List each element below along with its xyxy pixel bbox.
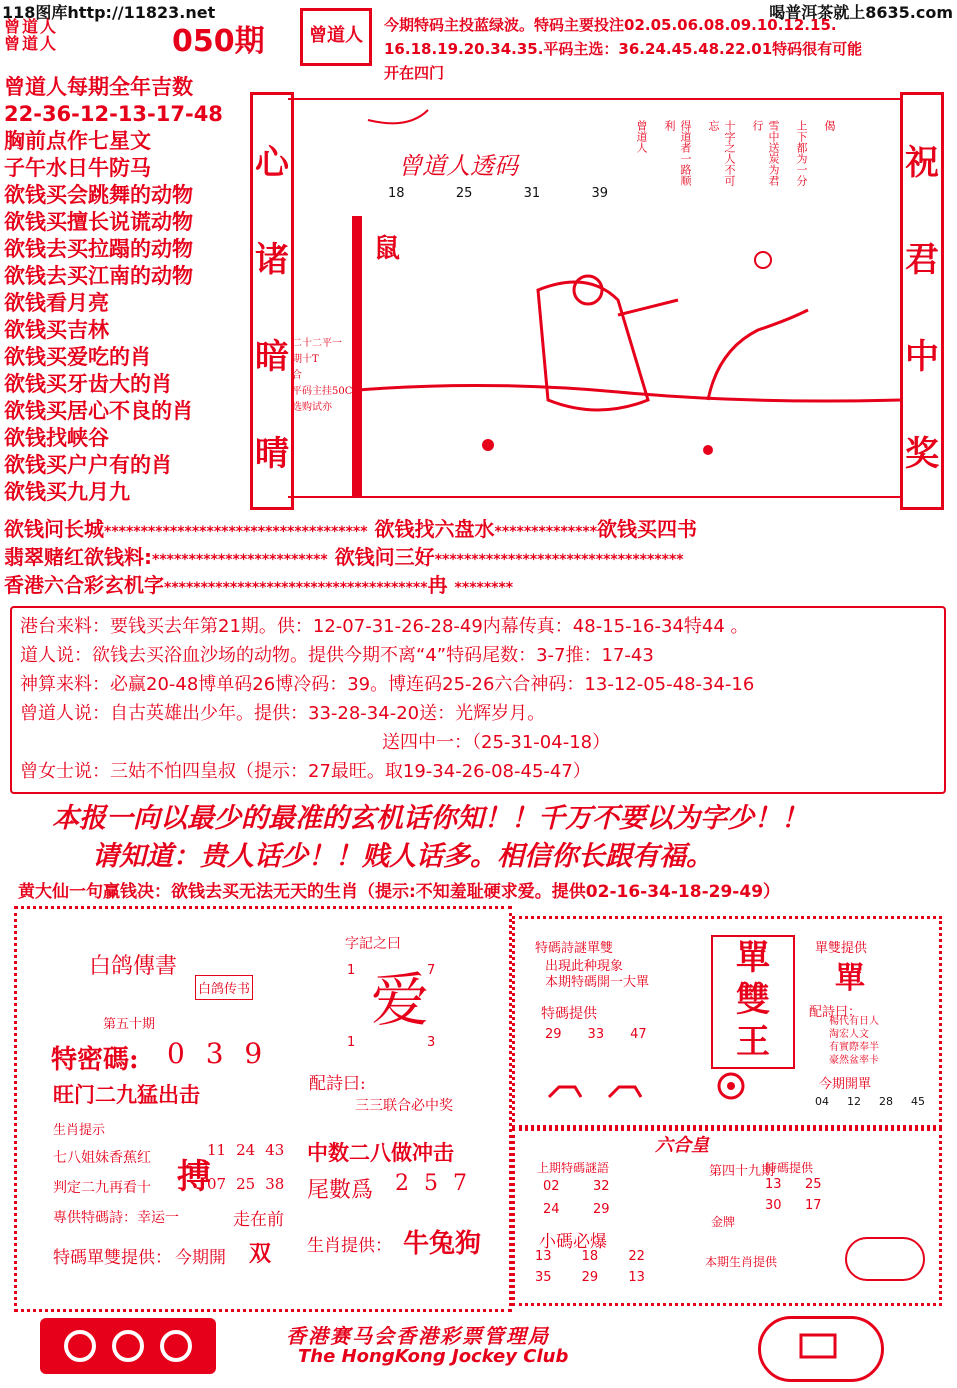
riddle-1a: 欲钱问长城 bbox=[4, 517, 104, 541]
sdk-big-box bbox=[711, 935, 795, 1069]
shk-title: 六合皇 bbox=[655, 1135, 709, 1156]
scroll-numbers bbox=[388, 186, 608, 201]
tail-label: 尾數爲 bbox=[307, 1178, 374, 1203]
riddle-2-stars-a: ************************ bbox=[152, 552, 328, 568]
info-line: 道人说：欲钱去买浴血沙场的动物。提供今期不离“4”特码尾数：3-7推：17-43 bbox=[20, 645, 654, 666]
footer-org-cn: 香港赛马会香港彩票管理局 bbox=[286, 1324, 550, 1348]
scroll-note-line: 平码主挂50C bbox=[292, 386, 353, 397]
word-num-1: 1 bbox=[347, 963, 356, 978]
single-double-result: 双 bbox=[249, 1241, 272, 1267]
sdk-poem-line: 楊代有日人 bbox=[829, 1016, 879, 1027]
info-box bbox=[10, 606, 946, 794]
notice-line3: 开在四门 bbox=[384, 64, 445, 82]
zodiac-hint-label: 生肖提示 bbox=[53, 1123, 106, 1138]
poem-label: 配詩曰: bbox=[309, 1074, 366, 1094]
single-double-value: 今期開 bbox=[175, 1248, 226, 1268]
info-line: 曾道人说：自古英雄出少年。提供：33-28-34-20送：光辉岁月。 bbox=[20, 703, 546, 724]
riddle-1c: 欲钱买四书 bbox=[597, 517, 698, 541]
flower-icon bbox=[711, 1071, 751, 1101]
num-cell: 25 bbox=[236, 1175, 256, 1193]
shk-small-num: 13 bbox=[535, 1249, 552, 1264]
shk-bottom-note: 本期生肖提供 bbox=[705, 1255, 778, 1269]
word-num-2: 7 bbox=[427, 963, 436, 978]
riddle-line3 bbox=[4, 572, 513, 602]
scroll-vertical-note: 曾道人 bbox=[635, 120, 648, 153]
shk-num: 24 bbox=[543, 1202, 560, 1217]
left-line: 欲钱去买拉蹋的动物 bbox=[4, 237, 193, 261]
shk-num: 29 bbox=[593, 1202, 610, 1217]
shk-small-num: 18 bbox=[581, 1249, 599, 1264]
scroll-right-char: 奖 bbox=[905, 434, 939, 474]
special-code-label: 特密碼: bbox=[51, 1045, 139, 1075]
scroll-number: 39 bbox=[591, 186, 608, 201]
single-double-king-panel bbox=[512, 916, 942, 1128]
scroll-right-roller bbox=[900, 92, 944, 510]
scroll-left-char: 晴 bbox=[255, 434, 289, 474]
scroll-right-char: 君 bbox=[905, 240, 939, 280]
left-line: 欲钱买吉林 bbox=[4, 318, 109, 342]
riddle-3-stars-b: ******** bbox=[454, 580, 514, 596]
sdk-poem-line: 淘宏人文 bbox=[829, 1029, 869, 1040]
brand-line2: 曾道人 bbox=[4, 34, 59, 53]
sdk-side-note: 今期開單 bbox=[819, 1077, 872, 1092]
sdk-num: 47 bbox=[630, 1027, 647, 1042]
shk-num: 32 bbox=[593, 1179, 610, 1194]
shk-emblem-icon bbox=[845, 1237, 925, 1281]
sdk-num: 33 bbox=[587, 1027, 605, 1042]
scroll-note-line: 选购试亦 bbox=[292, 402, 332, 413]
slogan-line1: 本报一向以最少的最准的玄机话你知！！千万不要以为字少！！ bbox=[52, 803, 808, 834]
word-num-3: 1 bbox=[347, 1035, 356, 1050]
notice-line2: 16.18.19.20.34.35.平码主选：36.24.45.48.22.01特码很有可能 bbox=[384, 40, 863, 58]
scroll-painting bbox=[288, 98, 900, 498]
scroll-vertical-notes bbox=[633, 120, 837, 190]
footer-org-en: The HongKong Jockey Club bbox=[298, 1346, 569, 1367]
left-line: 欲钱买牙齿大的肖 bbox=[4, 372, 172, 396]
rhyme-2: 判定二九再看十 bbox=[53, 1180, 151, 1196]
num-cell: 07 bbox=[207, 1175, 227, 1193]
scroll-note-line: 期十T bbox=[292, 354, 319, 365]
sdk-side-num: 45 bbox=[911, 1095, 925, 1108]
shk-right-num: 17 bbox=[805, 1198, 822, 1213]
footer-right-emblem-icon bbox=[758, 1316, 884, 1382]
shk-num: 02 bbox=[543, 1179, 560, 1194]
sdk-num: 29 bbox=[545, 1027, 562, 1042]
left-line: 欲钱买居心不良的肖 bbox=[4, 399, 193, 423]
riddle-2b: 欲钱问三好 bbox=[334, 545, 435, 569]
pigeon-title: 白鸽傳書 bbox=[89, 954, 178, 979]
shk-right-num: 13 bbox=[765, 1177, 782, 1192]
rhyme-1: 七八姐妹香蕉红 bbox=[53, 1150, 151, 1166]
seal-stamp bbox=[300, 8, 372, 66]
scroll-vertical-note: 雪中送炭为君行 bbox=[751, 120, 780, 186]
sdk-big-char: 單 bbox=[736, 938, 770, 978]
sdk-big-char: 雙 bbox=[736, 980, 770, 1020]
left-line: 胸前点作七星文 bbox=[4, 129, 151, 153]
riddle-line1 bbox=[4, 516, 697, 546]
nums-row1 bbox=[207, 1141, 284, 1159]
info-line: 送四中一：（25-31-04-18） bbox=[382, 732, 611, 753]
scroll-note-box bbox=[292, 336, 353, 416]
mid-line: 中数二八做冲击 bbox=[307, 1141, 454, 1165]
scroll-title: 曾道人透码 bbox=[398, 152, 518, 180]
left-line: 欲钱买爱吃的肖 bbox=[4, 345, 151, 369]
golden-tip: 黄大仙一句赢钱决：欲钱去买无法无天的生肖（提示:不知羞耻硬求爱。提供02-16-34-18-29-49） bbox=[18, 882, 781, 902]
shk-label: 上期特碼謎語 bbox=[537, 1161, 610, 1175]
scroll-vertical-note: 得道者一路顺利 bbox=[663, 120, 692, 186]
poem-text: 三三联合必中奖 bbox=[355, 1098, 453, 1114]
riddle-3b: 冉 bbox=[427, 573, 448, 597]
num-cell: 24 bbox=[236, 1141, 256, 1159]
riddle-1-stars-a: ************************************ bbox=[104, 524, 368, 540]
scroll-left-char: 诸 bbox=[255, 240, 289, 280]
left-line: 欲钱买九月九 bbox=[4, 480, 130, 504]
left-line: 欲钱找峡谷 bbox=[4, 426, 109, 450]
scroll-vertical-note: 偈 bbox=[823, 120, 836, 131]
shk-right-num: 25 bbox=[805, 1177, 822, 1192]
shk-nums bbox=[543, 1179, 643, 1217]
horse-icon bbox=[545, 1079, 685, 1103]
left-line: 欲钱买会跳舞的动物 bbox=[4, 183, 193, 207]
left-line: 欲钱看月亮 bbox=[4, 291, 109, 315]
seal-text: 曾道人 bbox=[309, 25, 363, 46]
word-char: 爱 bbox=[371, 966, 430, 1034]
scroll-number: 25 bbox=[455, 186, 473, 201]
scroll-right-char: 祝 bbox=[905, 143, 939, 183]
sdk-big-char: 王 bbox=[736, 1022, 770, 1062]
scroll-right-char: 中 bbox=[905, 337, 939, 377]
shk-right-label: 特碼提供 bbox=[765, 1161, 814, 1175]
scroll-number: 31 bbox=[523, 186, 541, 201]
shk-small-num: 13 bbox=[628, 1270, 645, 1285]
riddle-1b: 欲钱找六盘水 bbox=[374, 517, 495, 541]
left-line: 子午水日牛防马 bbox=[4, 156, 151, 180]
shk-small-num: 22 bbox=[628, 1249, 645, 1264]
left-line: 欲钱买户户有的肖 bbox=[4, 453, 172, 477]
zodiac-answer: 牛兔狗 bbox=[403, 1229, 482, 1259]
left-column bbox=[4, 74, 244, 506]
sdk-side-poem bbox=[829, 1015, 879, 1067]
single-double-label: 特碼單雙提供： bbox=[53, 1248, 172, 1268]
sdk-side-nums bbox=[815, 1095, 925, 1108]
word-label: 字記之曰 bbox=[345, 936, 401, 952]
sdk-tm-provide: 特碼提供 bbox=[541, 1006, 597, 1022]
shk-right-num: 30 bbox=[765, 1198, 782, 1213]
issue-number: 050期 bbox=[172, 24, 265, 59]
num-cell: 38 bbox=[265, 1175, 285, 1193]
left-line: 欲钱买擅长说谎动物 bbox=[4, 210, 193, 234]
scroll-left-char: 心 bbox=[255, 143, 289, 183]
shk-small-num: 35 bbox=[535, 1270, 552, 1285]
left-line: 22-36-12-13-17-48 bbox=[4, 102, 223, 126]
shk-small-label: 小碼必爆 bbox=[539, 1232, 607, 1252]
riddle-1-stars-b: ************** bbox=[494, 524, 598, 540]
riddle-3-stars-a: ************************************ bbox=[164, 580, 428, 596]
scroll-note-line: 二十二平一 bbox=[292, 338, 342, 349]
scroll-note-line: 合 bbox=[292, 370, 302, 381]
shk-mid-note: 金牌 bbox=[711, 1215, 736, 1229]
six-harmony-king-panel bbox=[512, 1128, 942, 1306]
info-line: 港台来料：要钱买去年第21期。供：12-07-31-26-28-49内幕传真：48-15-16-34特44 。 bbox=[20, 616, 749, 637]
riddle-2a: 翡翠赌红欲钱料: bbox=[4, 545, 152, 569]
riddle-line2 bbox=[4, 544, 684, 574]
shk-mid-label: 第四十九期 bbox=[709, 1164, 775, 1179]
site-left[interactable]: 118图库http://11823.net bbox=[2, 3, 216, 22]
brand-logo bbox=[4, 18, 164, 54]
pigeon-stamp: 白鸽传书 bbox=[195, 975, 253, 1000]
sdk-side-num: 28 bbox=[879, 1095, 893, 1108]
zodiac-provide: 生肖提供： bbox=[307, 1236, 392, 1256]
footer-left-emblem-icon bbox=[40, 1318, 216, 1374]
sdk-side-num: 12 bbox=[847, 1095, 861, 1108]
rhyme-3: 專供特碼詩：幸运一 bbox=[53, 1210, 179, 1226]
scroll-vertical-note: 十字之人不可忘 bbox=[707, 120, 736, 186]
scroll-number: 18 bbox=[388, 186, 405, 201]
info-line: 曾女士说：三姑不怕四皇叔（提示：27最旺。取19-34-26-08-45-47） bbox=[20, 761, 591, 782]
left-line: 欲钱去买江南的动物 bbox=[4, 264, 193, 288]
sdk-poem-line: 豪然盆率卡 bbox=[829, 1055, 879, 1066]
special-code: 0 3 9 bbox=[167, 1037, 269, 1070]
sdk-tm-nums bbox=[545, 1027, 647, 1042]
sdk-line1: 出現此种現象 bbox=[545, 959, 624, 974]
word-num-4: 3 bbox=[427, 1035, 436, 1050]
bet-char: 搏 bbox=[177, 1157, 211, 1197]
shk-small-num: 29 bbox=[581, 1270, 599, 1285]
sdk-line2: 本期特碼開一大單 bbox=[545, 975, 650, 990]
riddle-2-stars-b: ********************************** bbox=[434, 552, 684, 568]
sdk-side-num: 04 bbox=[815, 1095, 829, 1108]
num-cell: 43 bbox=[265, 1141, 285, 1159]
bottom-left-panel bbox=[14, 906, 512, 1312]
nums-row2 bbox=[207, 1175, 284, 1193]
pigeon-tip: 旺门二九猛出击 bbox=[53, 1082, 200, 1107]
scroll-vertical-note: 上下都为一分 bbox=[795, 120, 808, 186]
left-line: 曾道人每期全年吉数 bbox=[4, 75, 193, 99]
sdk-side-char: 單 bbox=[835, 961, 865, 996]
info-line: 神算来料：必赢20-48博单码26博冷码：39。博连码25-26六合神码：13-12-05-48-34-16 bbox=[20, 674, 755, 695]
num-cell: 11 bbox=[207, 1141, 227, 1159]
sdk-side-title: 單雙提供 bbox=[815, 941, 868, 956]
shk-small-nums bbox=[535, 1249, 675, 1285]
sdk-title: 特碼詩謎單雙 bbox=[535, 941, 614, 956]
notice-line1: 今期特码主投蓝绿波。特码主要投注02.05.06.08.09.10.12.15. bbox=[384, 16, 837, 34]
sdk-side-poem-label: 配詩曰： bbox=[809, 1005, 862, 1020]
site-right[interactable]: 喝普洱茶就上8635.com bbox=[769, 3, 953, 22]
sdk-poem-line: 有實際奉半 bbox=[829, 1042, 879, 1053]
scroll-left-char: 暗 bbox=[255, 337, 289, 377]
pigeon-issue: 第五十期 bbox=[103, 1017, 156, 1032]
brand-line1: 曾道人 bbox=[4, 17, 59, 36]
walk-front: 走在前 bbox=[233, 1210, 284, 1230]
shk-right-nums bbox=[765, 1177, 845, 1213]
tail-value: 2 5 7 bbox=[395, 1171, 471, 1196]
riddle-3a: 香港六合彩玄机字 bbox=[4, 573, 164, 597]
scroll-zodiac: 鼠 bbox=[374, 234, 401, 264]
slogan-line2: 请知道：贵人话少！！贱人话多。相信你长跟有福。 bbox=[92, 841, 713, 872]
